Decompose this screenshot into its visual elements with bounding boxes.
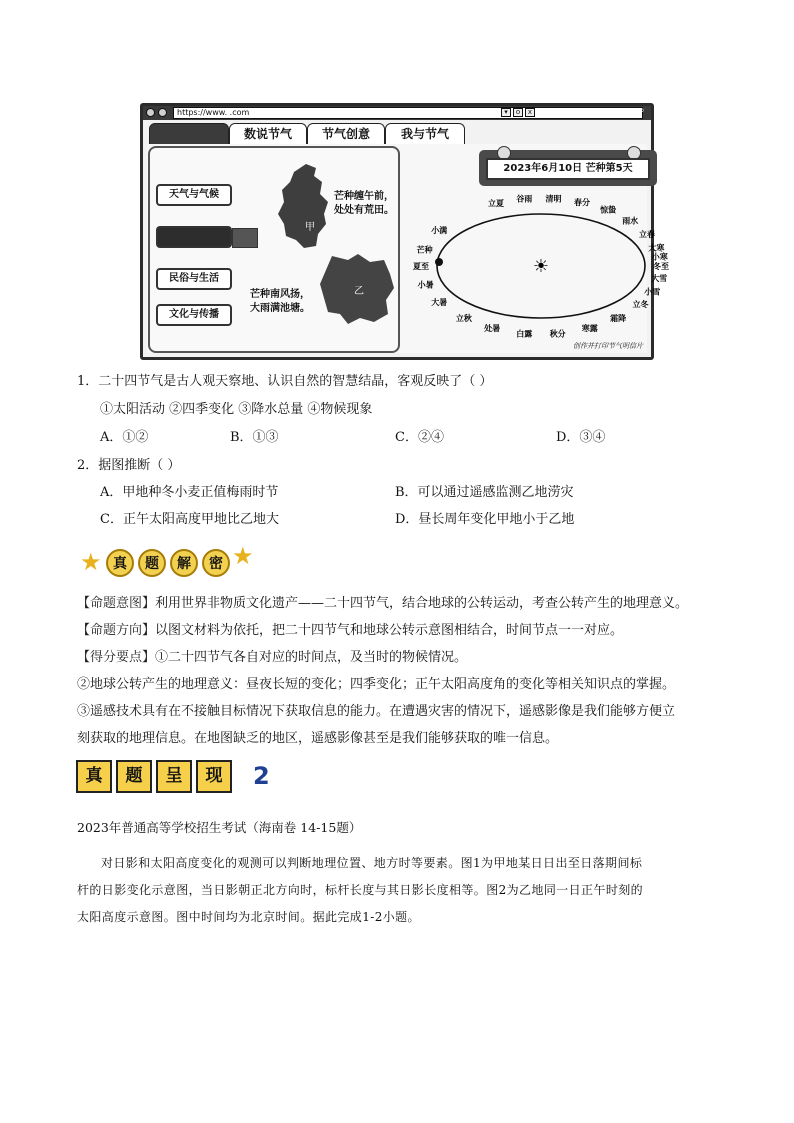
q1-option-a: A．①②	[100, 430, 149, 445]
analysis-intent: 【命题意图】利用世界非物质文化遗产——二十四节气，结合地球的公转运动，考查公转产生的地理意义。	[77, 596, 689, 611]
browser-toolbar	[143, 106, 651, 120]
banner-analysis	[80, 542, 256, 580]
keypoint-3-cont: 刻获取的地理信息。在地图缺乏的地区，遥感影像甚至是我们能够获取的唯一信息。	[77, 731, 559, 746]
q2-option-b: B．可以通过遥感监测乙地涝灾	[395, 485, 574, 500]
q1-option-b: B．①③	[230, 430, 279, 445]
solar-term-label: 谷雨	[516, 194, 533, 204]
selected-pointer	[232, 228, 258, 248]
banner-char: 解	[170, 549, 198, 577]
date-label: 2023年6月10日 芒种第5天	[486, 158, 650, 180]
browser-content	[147, 144, 669, 353]
region-a-map	[276, 162, 332, 250]
banner2-char: 现	[196, 760, 232, 793]
region-b-proverb: 芒种南风扬， 大雨满池塘。	[250, 289, 310, 314]
q1-option-d: D．③④	[556, 430, 606, 445]
solar-term-label: 霜降	[610, 314, 627, 324]
solar-term-label: 秋分	[549, 329, 566, 339]
tab-home	[149, 123, 229, 145]
passage-line-3: 太阳高度示意图。图中时间均为北京时间。据此完成1-2小题。	[77, 910, 420, 924]
tab-me: 我与节气	[385, 123, 465, 145]
arrow-icon: ▾	[626, 106, 631, 116]
q2-option-c: C．正午太阳高度甲地比乙地大	[100, 512, 279, 527]
solar-term-label: 立夏	[488, 199, 504, 208]
q1-items: ①太阳活动 ②四季变化 ③降水总量 ④物候现象	[100, 402, 373, 417]
keypoint-2: ②地球公转产生的地理意义：昼夜长短的变化；四季变化；正午太阳高度角的变化等相关知识点的掌握。	[77, 677, 676, 692]
q1-stem: 1．二十四节气是古人观天察地、认识自然的智慧结晶，客观反映了（ ）	[77, 374, 493, 389]
passage-line-1: 对日影和太阳高度变化的观测可以判断地理位置、地方时等要素。图1为甲地某日日出至日落期间标	[101, 856, 643, 870]
earth-position	[435, 258, 443, 266]
keypoint-3: ③遥感技术具有在不接触目标情况下获取信息的能力。在遭遇灾害的情况下，遥感影像是我们能够方便立	[77, 704, 676, 719]
solar-term-label: 清明	[545, 194, 562, 204]
solar-term-label: 芒种	[416, 245, 433, 255]
solar-term-label: 大雪	[651, 273, 668, 283]
banner2-char: 呈	[156, 760, 192, 793]
solar-term-label: 立春	[639, 230, 655, 240]
solar-term-label: 处暑	[484, 324, 501, 334]
region-b-mark: 乙	[354, 286, 364, 297]
solar-term-label: 雨水	[622, 216, 639, 226]
banner-char: 密	[202, 549, 230, 577]
solar-term-label: 立秋	[455, 314, 472, 324]
solar-term-label: 冬至	[653, 262, 669, 271]
left-panel	[148, 146, 400, 353]
solar-term-label: 大暑	[431, 298, 448, 307]
search-icon: ⌕	[639, 105, 645, 116]
banner-char: 题	[138, 549, 166, 577]
solar-term-label: 立冬	[632, 300, 649, 309]
q2-stem: 2．据图推断（ ）	[77, 458, 181, 473]
refresh-icon: o	[513, 108, 523, 117]
orbit-diagram	[401, 186, 669, 354]
banner2-char: 题	[116, 760, 152, 793]
analysis-direction: 【命题方向】以图文材料为依托，把二十四节气和地球公转示意图相结合，时间节点一一对应。	[77, 623, 624, 638]
solar-term-label: 惊蛰	[600, 205, 617, 215]
q1-option-c: C．②④	[395, 430, 444, 445]
passage-line-2: 杆的日影变化示意图，当日影朝正北方向时，标杆长度与其日影长度相等。图2为乙地同一日正午时刻的	[77, 883, 644, 897]
forward-dot-icon	[158, 108, 167, 117]
region-a-mark: 甲	[305, 222, 315, 233]
solar-term-label: 寒露	[581, 324, 598, 334]
solar-term-label: 春分	[574, 198, 590, 208]
q2-option-a: A．甲地种冬小麦正值梅雨时节	[100, 485, 279, 500]
solar-term-label: 白露	[516, 329, 533, 339]
banner2-char: 真	[76, 760, 112, 793]
banner-char: 真	[106, 549, 134, 577]
address-bar: https://www. .com	[173, 107, 643, 119]
solar-term-label: 夏至	[413, 262, 429, 271]
section-number: 2	[253, 762, 270, 790]
q2-option-d: D．昼长周年变化甲地小于乙地	[395, 512, 575, 527]
menu-selected	[156, 226, 232, 248]
region-a-proverb: 芒种缠午前， 处处有荒田。	[334, 191, 394, 216]
orbit-panel	[401, 146, 669, 353]
star-icon: ★	[232, 542, 254, 570]
menu-culture: 文化与传播	[156, 304, 232, 326]
menu-weather: 天气与气候	[156, 184, 232, 206]
analysis-keypoints: 【得分要点】①二十四节气各自对应的时间点，及当时的物候情况。	[77, 650, 468, 665]
exam-title: 2023年普通高等学校招生考试（海南卷 14-15题）	[77, 820, 362, 835]
tab-creative: 节气创意	[307, 123, 385, 145]
dropdown-icon: ▾	[501, 108, 511, 117]
back-dot-icon	[146, 108, 155, 117]
browser-figure	[140, 103, 669, 360]
solar-term-label: 小雪	[644, 287, 661, 297]
sun-icon: ☀	[532, 256, 550, 277]
solar-term-label: 小满	[431, 226, 448, 235]
tab-data: 数说节气	[229, 123, 307, 145]
solar-term-label: 大寒	[648, 243, 665, 253]
figure-credit: 创作并打印节气明信片	[573, 342, 643, 350]
star-icon: ★	[80, 548, 102, 576]
menu-customs: 民俗与生活	[156, 268, 232, 290]
solar-term-label: 小寒	[651, 252, 668, 262]
solar-term-label: 小暑	[417, 280, 434, 290]
close-icon: x	[525, 108, 535, 117]
